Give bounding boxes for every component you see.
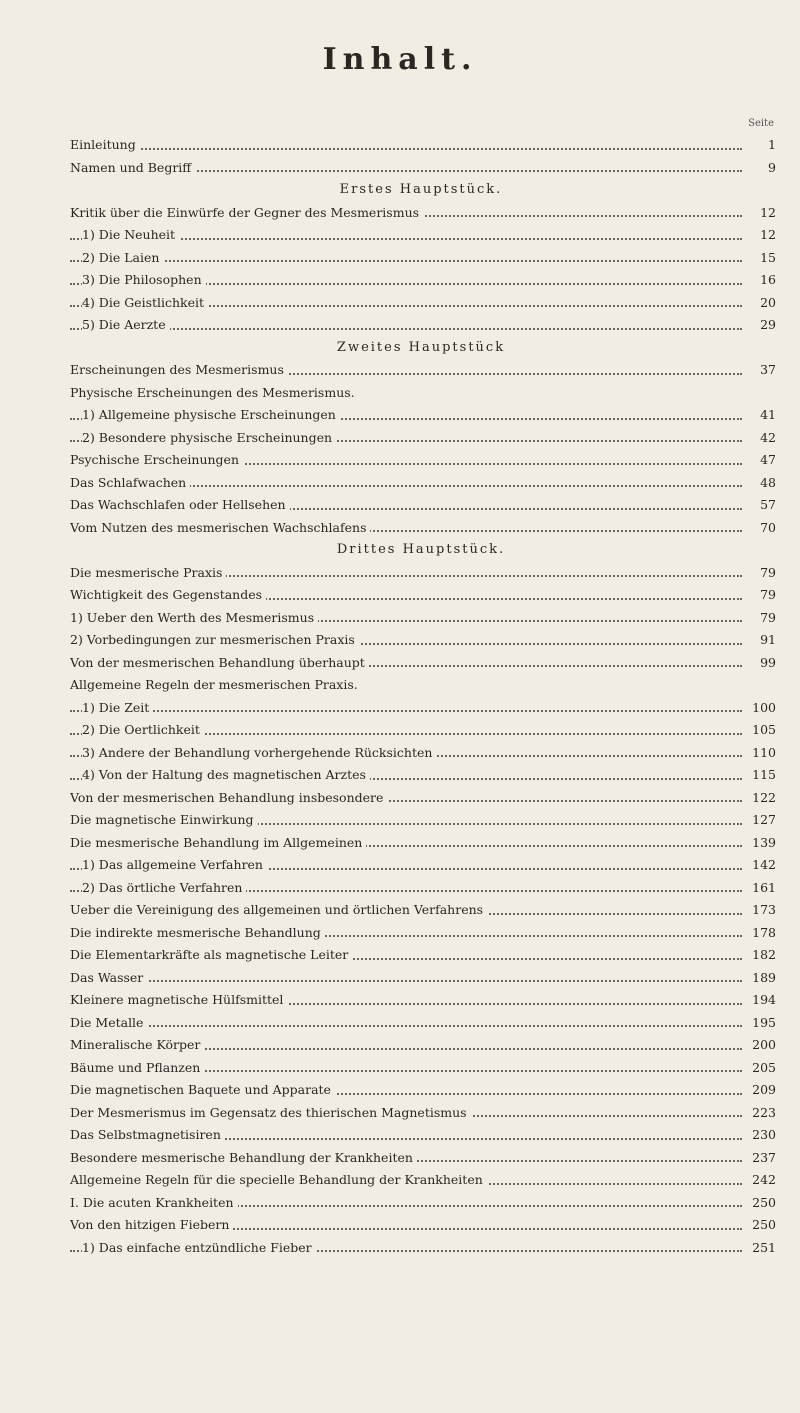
- toc-entry-text: Von der mesmerischen Behandlung insbesondere: [70, 790, 387, 805]
- toc-entry-text: I. Die acuten Krankheiten: [70, 1195, 238, 1210]
- toc-entry-text: Die mesmerische Behandlung im Allgemeinen: [70, 835, 366, 850]
- page-number: 205: [742, 1057, 776, 1080]
- toc-entry: [70, 1169, 776, 1192]
- page-number: 48: [742, 472, 776, 495]
- toc-entry-text: Die mesmerische Praxis: [70, 565, 226, 580]
- toc-entry-text: Vom Nutzen des mesmerischen Wachschlafens: [70, 520, 370, 535]
- toc-entry-text: Bäume und Pflanzen: [70, 1060, 204, 1075]
- page-number: 251: [742, 1237, 776, 1260]
- toc-entry-text: 1) Ueber den Werth des Mesmerismus: [70, 610, 318, 625]
- toc-entry-text: Kritik über die Einwürfe der Gegner des Mesmerismus: [70, 205, 423, 220]
- toc-entry: [70, 157, 776, 180]
- toc-entry: [70, 494, 776, 517]
- toc-entry-text: 2) Die Laien: [82, 250, 163, 265]
- page-number: 182: [742, 944, 776, 967]
- toc-entry: [70, 269, 776, 292]
- page-number: 250: [742, 1214, 776, 1237]
- toc-entry: [70, 674, 776, 697]
- toc-entry-text: Allgemeine Regeln für die specielle Behandlung der Krankheiten: [70, 1172, 487, 1187]
- toc-entry: [70, 719, 776, 742]
- toc-entry: [70, 1214, 776, 1237]
- toc-entry: [70, 1102, 776, 1125]
- toc-entry: [70, 427, 776, 450]
- page-number: 12: [742, 202, 776, 225]
- toc-entry: [70, 607, 776, 630]
- page-number: 142: [742, 854, 776, 877]
- toc-entry-text: 1) Die Neuheit: [82, 227, 179, 242]
- toc-entry-text: Die Elementarkräfte als magnetische Leiter: [70, 947, 352, 962]
- page-number: 110: [742, 742, 776, 765]
- toc-entry: [70, 1124, 776, 1147]
- toc-entry-text: Das Selbstmagnetisiren: [70, 1127, 225, 1142]
- toc-entry-text: Mineralische Körper: [70, 1037, 204, 1052]
- page-number: 209: [742, 1079, 776, 1102]
- dot-leader: [70, 980, 742, 982]
- toc-entry: [70, 652, 776, 675]
- toc-entry-text: 2) Das örtliche Verfahren: [82, 880, 246, 895]
- toc-entry: [70, 292, 776, 315]
- toc-entry-text: 3) Die Philosophen: [82, 272, 206, 287]
- toc-entry-text: 4) Die Geistlichkeit: [82, 295, 208, 310]
- page-number: 29: [742, 314, 776, 337]
- toc-entry: [70, 742, 776, 765]
- toc-entry-text: Wichtigkeit des Gegenstandes: [70, 587, 266, 602]
- toc-entry-text: Kleinere magnetische Hülfsmittel: [70, 992, 287, 1007]
- toc-entry: [70, 314, 776, 337]
- page-number: 37: [742, 359, 776, 382]
- toc-entry-text: 1) Das allgemeine Verfahren: [82, 857, 267, 872]
- toc-entry: [70, 1057, 776, 1080]
- toc-entry: [70, 202, 776, 225]
- toc-entry-text: Von den hitzigen Fiebern: [70, 1217, 233, 1232]
- toc-entry: [70, 247, 776, 270]
- page-number: 195: [742, 1012, 776, 1035]
- page-number: 194: [742, 989, 776, 1012]
- toc-entry: [70, 134, 776, 157]
- table-of-contents: [70, 134, 776, 1259]
- toc-entry: [70, 697, 776, 720]
- toc-entry-text: Physische Erscheinungen des Mesmerismus.: [70, 385, 359, 400]
- page-number: 1: [742, 134, 776, 157]
- dot-leader: [70, 1025, 742, 1027]
- toc-entry: [70, 787, 776, 810]
- page-number: 230: [742, 1124, 776, 1147]
- toc-entry-text: Die indirekte mesmerische Behandlung: [70, 925, 325, 940]
- toc-entry: [70, 449, 776, 472]
- dot-leader: [70, 710, 742, 712]
- toc-entry-text: Besondere mesmerische Behandlung der Krankheiten: [70, 1150, 417, 1165]
- page-number: 47: [742, 449, 776, 472]
- page-number: 178: [742, 922, 776, 945]
- toc-entry: [70, 404, 776, 427]
- toc-entry-text: Einleitung: [70, 137, 140, 152]
- toc-entry: [70, 832, 776, 855]
- toc-entry: [70, 967, 776, 990]
- section-heading: [70, 337, 776, 360]
- toc-entry-text: 1) Allgemeine physische Erscheinungen: [82, 407, 340, 422]
- page-number: 16: [742, 269, 776, 292]
- toc-entry-text: Die magnetischen Baquete und Apparate: [70, 1082, 335, 1097]
- toc-entry: [70, 1034, 776, 1057]
- page-number: 41: [742, 404, 776, 427]
- toc-entry-text: Erscheinungen des Mesmerismus: [70, 362, 288, 377]
- page-number: 139: [742, 832, 776, 855]
- toc-entry: [70, 809, 776, 832]
- page-number: 161: [742, 877, 776, 900]
- toc-entry-text: Allgemeine Regeln der mesmerischen Praxis.: [70, 677, 362, 692]
- toc-entry-text: Die magnetische Einwirkung: [70, 812, 258, 827]
- toc-entry: [70, 629, 776, 652]
- toc-entry: [70, 1147, 776, 1170]
- section-heading: [70, 179, 776, 202]
- page-number: 100: [742, 697, 776, 720]
- toc-entry-text: 2) Vorbedingungen zur mesmerischen Praxis: [70, 632, 359, 647]
- toc-entry: [70, 944, 776, 967]
- dot-leader: [70, 148, 742, 150]
- toc-entry-text: 1) Das einfache entzündliche Fieber: [82, 1240, 316, 1255]
- toc-entry-text: 5) Die Aerzte: [82, 317, 170, 332]
- toc-entry: [70, 764, 776, 787]
- toc-entry-text: Ueber die Vereinigung des allgemeinen und örtlichen Verfahrens: [70, 902, 487, 917]
- page-number: 12: [742, 224, 776, 247]
- toc-entry-text: Namen und Begriff: [70, 160, 195, 175]
- page-number: 91: [742, 629, 776, 652]
- toc-entry: [70, 1192, 776, 1215]
- section-heading: [70, 539, 776, 562]
- page-number: 122: [742, 787, 776, 810]
- toc-entry: [70, 1079, 776, 1102]
- page-number: 42: [742, 427, 776, 450]
- toc-entry: [70, 472, 776, 495]
- dot-leader: [70, 328, 742, 330]
- toc-entry: [70, 224, 776, 247]
- toc-entry-text: Das Wachschlafen oder Hellsehen: [70, 497, 290, 512]
- toc-entry: [70, 382, 776, 405]
- page-number: 105: [742, 719, 776, 742]
- page-number: 115: [742, 764, 776, 787]
- toc-entry-text: Von der mesmerischen Behandlung überhaupt: [70, 655, 369, 670]
- page-number: 57: [742, 494, 776, 517]
- toc-entry: [70, 854, 776, 877]
- page-number: 200: [742, 1034, 776, 1057]
- toc-entry-text: Das Wasser: [70, 970, 147, 985]
- page-number: 70: [742, 517, 776, 540]
- page-number: 79: [742, 607, 776, 630]
- toc-entry: [70, 877, 776, 900]
- toc-entry-text: 4) Von der Haltung des magnetischen Arztes: [82, 767, 370, 782]
- toc-entry: [70, 899, 776, 922]
- dot-leader: [70, 260, 742, 262]
- page-number: 99: [742, 652, 776, 675]
- page-title: Inhalt.: [322, 42, 478, 77]
- toc-entry: [70, 1237, 776, 1260]
- page-number: 20: [742, 292, 776, 315]
- toc-entry-text: Zweites Hauptstück: [337, 340, 509, 355]
- page-number: 189: [742, 967, 776, 990]
- toc-entry: [70, 1012, 776, 1035]
- toc-entry-text: Das Schlafwachen: [70, 475, 190, 490]
- toc-entry: [70, 584, 776, 607]
- page-number: 79: [742, 562, 776, 585]
- page-number: 79: [742, 584, 776, 607]
- page-number: 242: [742, 1169, 776, 1192]
- page-number: 173: [742, 899, 776, 922]
- toc-entry-text: Erstes Hauptstück.: [340, 182, 507, 197]
- page-number: 223: [742, 1102, 776, 1125]
- seite-label: Seite: [748, 118, 774, 129]
- toc-entry-text: Psychische Erscheinungen: [70, 452, 243, 467]
- toc-entry-text: 1) Die Zeit: [82, 700, 153, 715]
- page-number: 9: [742, 157, 776, 180]
- page-number: 127: [742, 809, 776, 832]
- toc-entry: [70, 989, 776, 1012]
- toc-entry-text: 2) Die Oertlichkeit: [82, 722, 204, 737]
- page-number: 15: [742, 247, 776, 270]
- toc-entry: [70, 517, 776, 540]
- toc-entry-text: 2) Besondere physische Erscheinungen: [82, 430, 336, 445]
- page-number: 237: [742, 1147, 776, 1170]
- toc-entry: [70, 922, 776, 945]
- toc-entry-text: 3) Andere der Behandlung vorhergehende Rücksichten: [82, 745, 436, 760]
- toc-entry: [70, 562, 776, 585]
- toc-entry-text: Die Metalle: [70, 1015, 147, 1030]
- toc-entry: [70, 359, 776, 382]
- toc-entry-text: Drittes Hauptstück.: [337, 542, 509, 557]
- toc-entry-text: Der Mesmerismus im Gegensatz des thierischen Magnetismus: [70, 1105, 471, 1120]
- page-number: 250: [742, 1192, 776, 1215]
